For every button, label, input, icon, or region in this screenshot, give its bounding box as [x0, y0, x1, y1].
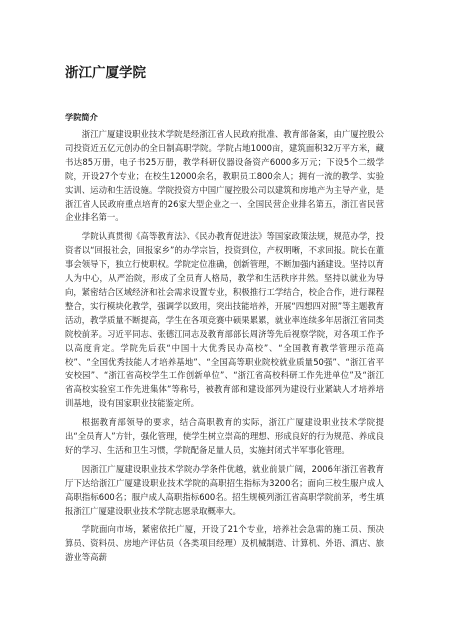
paragraph: 根据教育部领导的要求，结合高职教育的实际，浙江广厦建设职业技术学院提出“全员育人”方针，强化管理，使学生树立崇高的理想、形成良好的行为规范、养成良好的学习、生活和卫生习惯，学院配备足量人员，实施封闭式半军事化管理。 [65, 417, 384, 455]
document-title: 浙江广厦学院 [65, 65, 146, 81]
paragraph: 学院面向市场，紧密依托广厦，开设了21个专业，培养社会急需的施工员、预决算员、资料员、房地产评估员（各类项目经理）及机械制造、计算机、外语、酒店、旅游业等高薪 [65, 524, 384, 563]
paragraph: 学院认真贯彻《高等教育法》、《民办教育促进法》等国家政策法规，规范办学，投资者以“回报社会，回报家乡”的办学宗旨，投资到位，产权明晰，不求回报。院长在董事会领导下，独立行使职权。学院定位准确，创新管理，不断加强内涵建设。坚持以育人为中心，从严治院，形成了全员育人格局，教学和生活秩序井然。坚持以就业为导向，紧密结合区域经济和社会需求设置专业，积极推行工学结合，校企合作，进行课程整合，实行模块化教学，强调学以致用，突出技能培养，开展“四想四对照”等主题教育活动，教学质量不断提高，学生在各项竞赛中硕果累累，就业率连续多年居浙江省同类院校前茅。习近平同志、张德江同志及教育部部长周济等先后视察学院，对各项工作予以高度肯定。学院先后获“中国十大优秀民办高校”、“全国教育教学管理示范高校”、“全国优秀技能人才培养基地”、“全国高等职业院校就业质量50强”、“浙江省平安校园”、“浙江省高校学生工作创新单位”、“浙江省高校科研工作先进单位”及“浙江省高校实验室工作先进集体”等称号，被教育部和建设部列为建设行业紧缺人才培养培训基地，设有国家职业技能鉴定所。 [65, 231, 384, 409]
section-heading: 学院简介 [65, 112, 98, 122]
body-text [65, 128, 384, 565]
paragraph: 因浙江广厦建设职业技术学院办学条件优越，就业前景广阔，2006年浙江省教育厅下达给浙江广厦建设职业技术学院的高职招生指标为3200名；面向三校生服户成人高职指标600名；服户成人高职指标600名。招生规模列浙江省高职学院前茅，考生填报浙江广厦建设职业技术学院志愿录取概率大。 [65, 463, 384, 516]
paragraph: 浙江广厦建设职业技术学院是经浙江省人民政府批准、教育部备案，由广厦控股公司投资近五亿元创办的全日制高职学院。学院占地1000亩，建筑面积32万平方米，藏书达85万册，电子书25万册，教学科研仪器设备资产6000多万元；下设5个二级学院，开设27个专业；在校生12000余名，教职员工800余人；拥有一流的教学、实验实训、运动和生活设施。学院投资方中国广厦控股公司以建筑和房地产为主导产业，是浙江省人民政府重点培育的26家大型企业之一、全国民营企业排名第五，浙江省民营企业排名第一。 [65, 129, 384, 223]
